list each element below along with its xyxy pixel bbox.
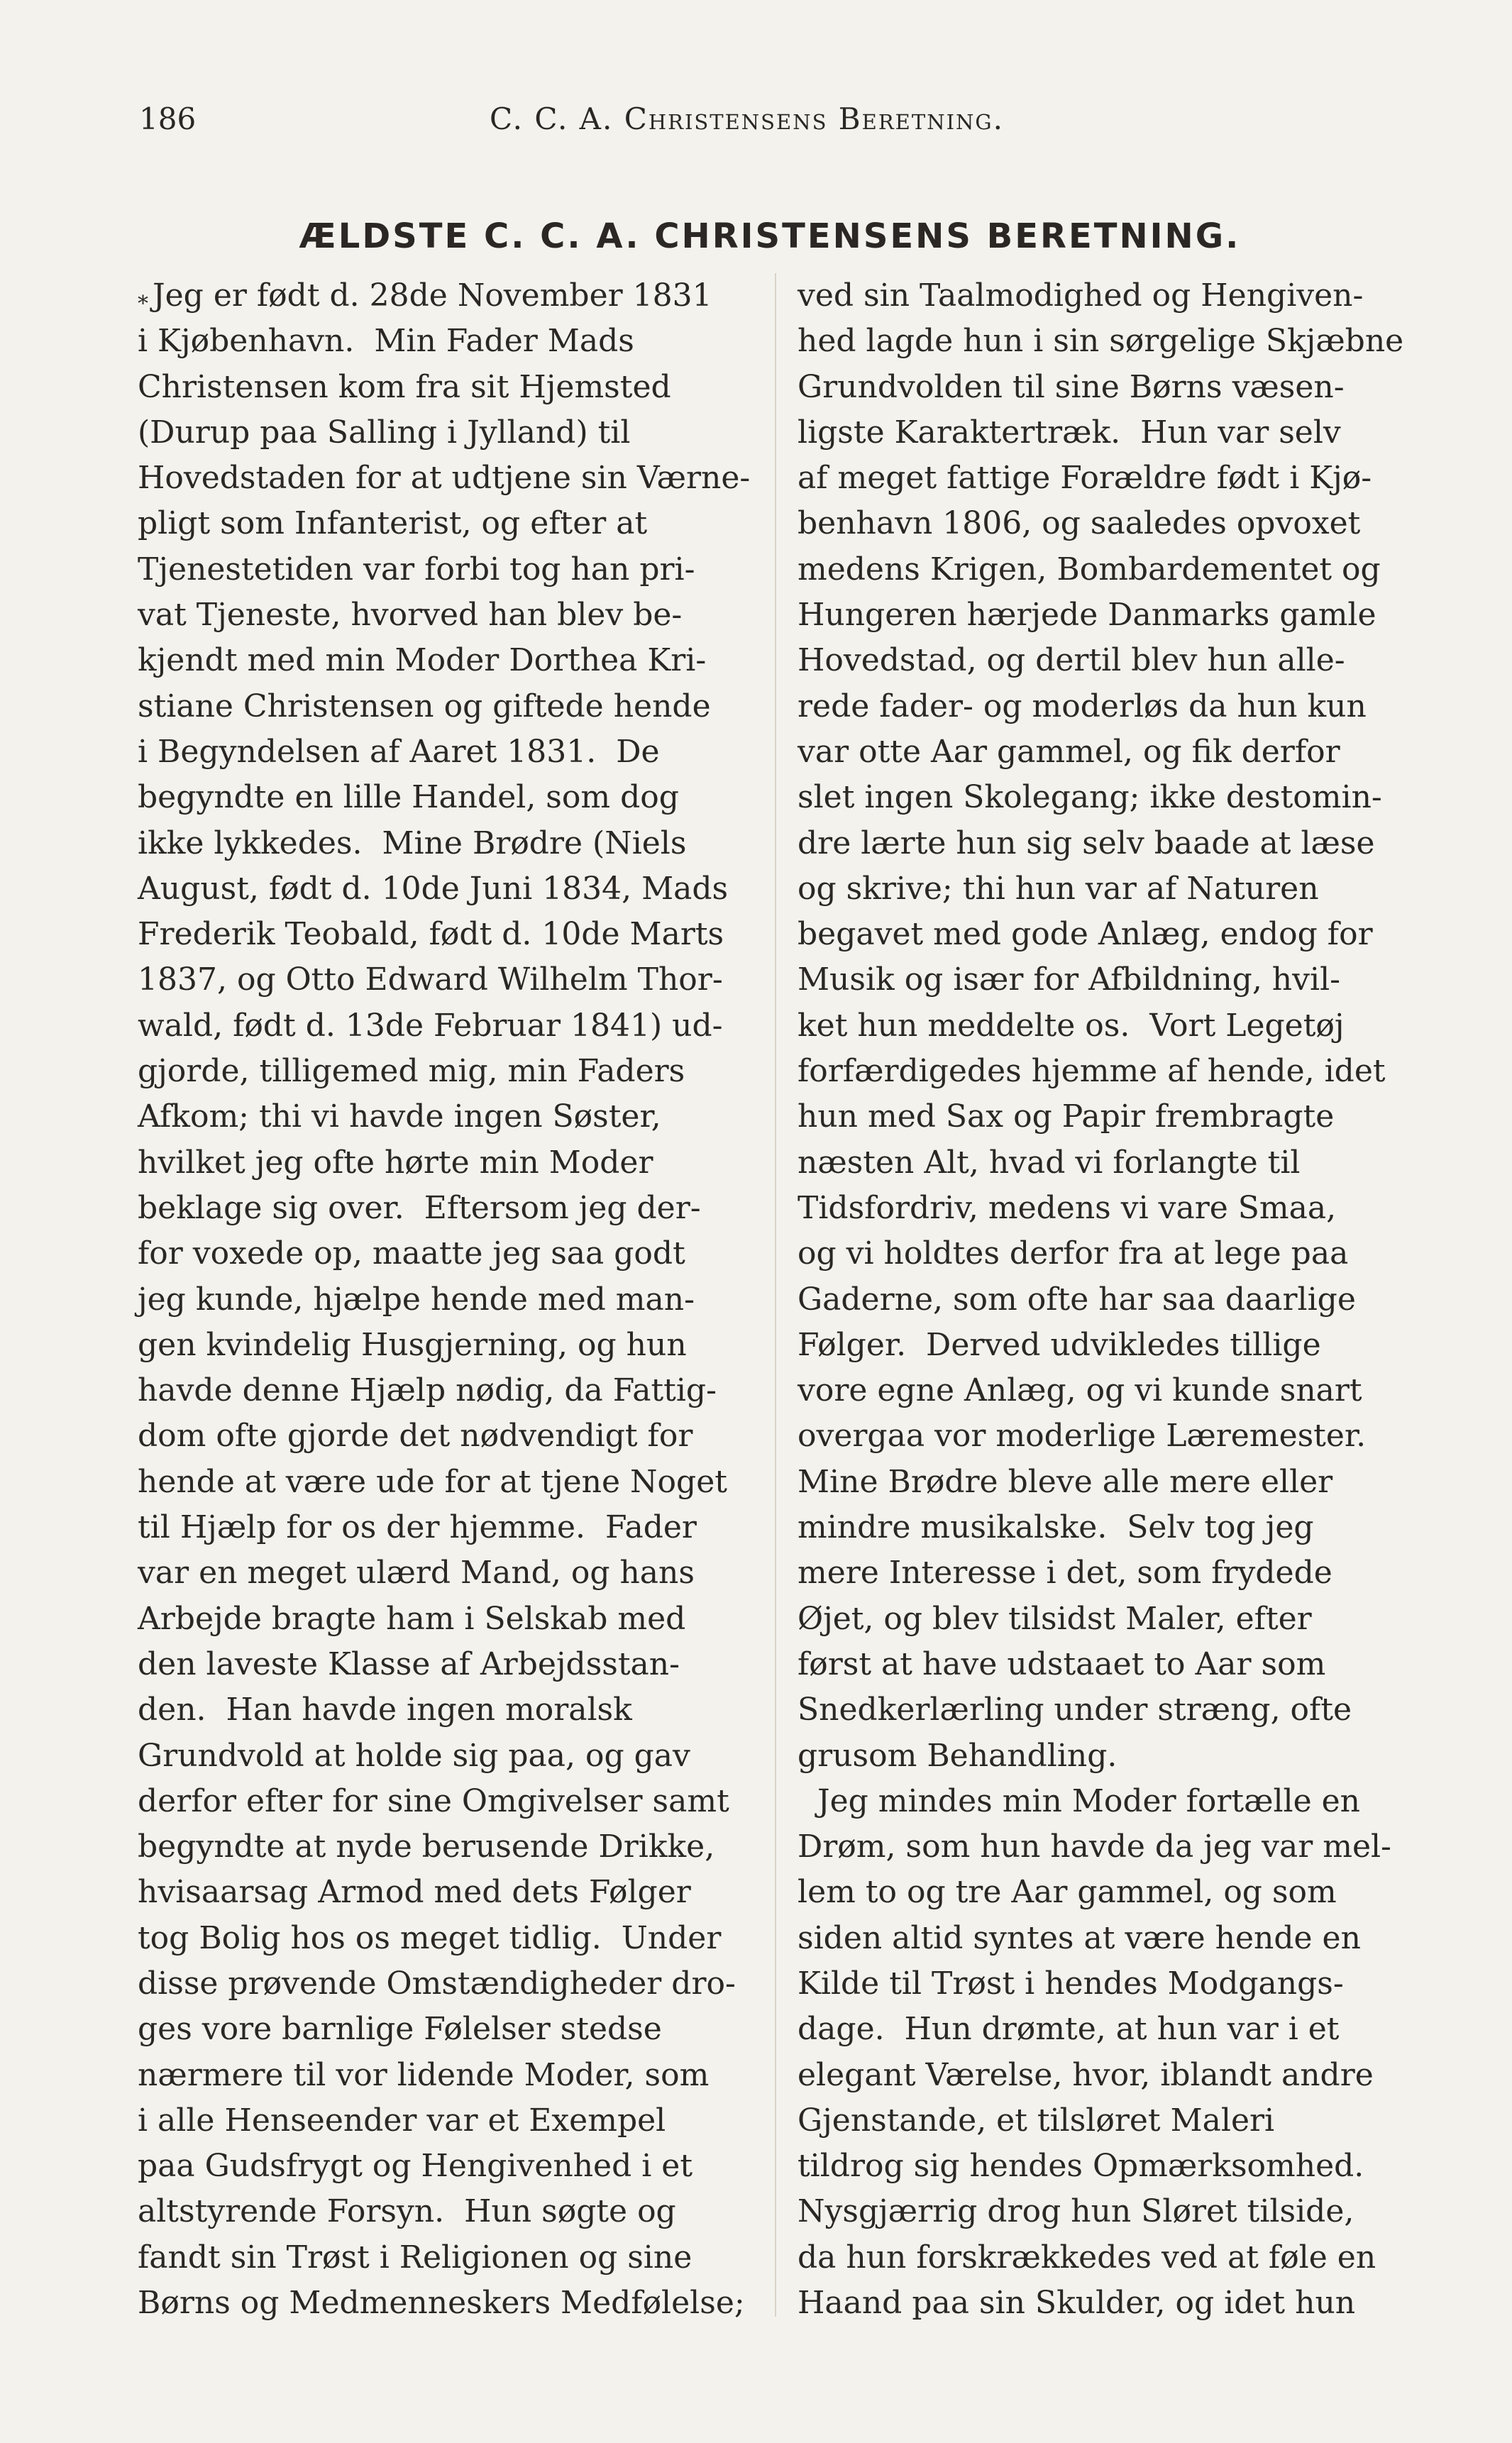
text-line [798,1140,1422,1186]
text-line [138,821,755,866]
text-line-content: jeg kunde, hjælpe hende med man- [138,1281,695,1318]
text-line-content: disse prøvende Omstændigheder dro- [138,1965,736,2002]
text-line [138,1094,755,1140]
text-line [798,1824,1422,1870]
text-line [138,547,755,592]
text-line-content: i alle Henseender var et Exempel [138,2102,666,2139]
text-line [138,1870,755,1915]
text-line [798,2281,1422,2326]
text-line-content: wald, født d. 13de Februar 1841) ud- [138,1007,723,1044]
text-line-content: Børns og Medmenneskers Medfølelse; [138,2285,745,2322]
text-line-content: vat Tjeneste, hvorved han blev be- [138,597,683,634]
text-line [798,2189,1422,2234]
text-line-content: mere Interesse i det, som frydede [798,1555,1332,1592]
text-line [798,1687,1422,1733]
text-line [798,2098,1422,2144]
text-line [138,365,755,410]
text-line [138,1687,755,1733]
text-line [138,1460,755,1505]
text-line-content: dre lærte hun sig selv baade at læse [798,825,1375,861]
text-line-content: begavet med gode Anlæg, endog for [798,916,1373,953]
text-line [138,2281,755,2326]
text-line [138,1140,755,1186]
text-line-content: overgaa vor moderlige Læremester. [798,1418,1367,1455]
text-line [798,1642,1422,1687]
text-line [798,1277,1422,1323]
text-line [138,1642,755,1687]
text-line-content: fandt sin Trøst i Religionen og sine [138,2239,692,2276]
text-line [798,775,1422,820]
text-line [138,1323,755,1368]
text-line-content: havde denne Hjælp nødig, da Fattig- [138,1372,717,1409]
text-line-content: hvilket jeg ofte hørte min Moder [138,1144,653,1181]
text-line-content: Nysgjærrig drog hun Sløret tilside, [798,2193,1354,2230]
text-line-content: medens Krigen, Bombardementet og [798,551,1381,588]
text-line-content: nærmere til vor lidende Moder, som [138,2056,710,2093]
text-line-content: vore egne Anlæg, og vi kunde snart [798,1372,1362,1409]
text-line [798,1049,1422,1094]
text-line-content: elegant Værelse, hvor, iblandt andre [798,2056,1374,2093]
text-line [798,1505,1422,1550]
text-line-content: ges vore barnlige Følelser stedse [138,2011,662,2048]
text-line-content: lem to og tre Aar gammel, og som [798,1874,1337,1911]
text-line-content: og vi holdtes derfor fra at lege paa [798,1235,1349,1272]
text-line-content: Gaderne, som ofte har saa daarlige [798,1281,1356,1318]
text-line [138,957,755,1003]
text-line [798,1460,1422,1505]
text-line-content: og skrive; thi hun var af Naturen [798,870,1319,907]
text-line [798,2053,1422,2098]
text-line-content: slet ingen Skolegang; ikke destomin- [798,779,1382,816]
text-line [138,1003,755,1049]
text-line [138,1550,755,1596]
text-line [138,410,755,456]
text-line-content: derfor efter for sine Omgivelser samt [138,1782,729,1819]
text-line-content: den laveste Klasse af Arbejdsstan- [138,1645,680,1682]
text-line [798,1413,1422,1459]
text-line [798,456,1422,501]
text-line-content: Hovedstaden for at udtjene sin Værne- [138,460,751,497]
text-line-content: ket hun meddelte os. Vort Legetøj [798,1007,1345,1044]
text-line-content: ved sin Taalmodighed og Hengiven- [798,277,1364,314]
text-line [798,1916,1422,1961]
text-line [138,2189,755,2234]
text-line-content: kjendt med min Moder Dorthea Kri- [138,642,707,679]
text-line-content: grusom Behandling. [798,1737,1118,1774]
text-line-content: (Durup paa Salling i Jylland) til [138,414,631,451]
text-line [138,592,755,638]
text-line [798,957,1422,1003]
text-line [138,1916,755,1961]
text-line [798,1597,1422,1642]
text-line [138,2235,755,2281]
right-text-column [798,273,1422,2326]
text-line [798,365,1422,410]
text-line-content: Grundvold at holde sig paa, og gav [138,1737,690,1774]
text-line [798,1961,1422,2007]
text-line [798,1779,1422,1824]
text-line [798,1231,1422,1276]
text-line-content: Gjenstande, et tilsløret Maleri [798,2102,1275,2139]
text-line-content: mindre musikalske. Selv tog jeg [798,1509,1314,1546]
text-line-content: i Kjøbenhavn. Min Fader Mads [138,323,634,360]
text-line [138,1961,755,2007]
text-line-content: Hungeren hærjede Danmarks gamle [798,597,1376,634]
text-line-content: Jeg er født d. 28de November 1831 [153,277,712,314]
text-line [138,1277,755,1323]
text-line-content: Mine Brødre bleve alle mere eller [798,1463,1333,1500]
text-line [138,1733,755,1779]
text-line-content: August, født d. 10de Juni 1834, Mads [138,870,729,907]
text-line-content: næsten Alt, hvad vi forlangte til [798,1144,1301,1181]
text-line [138,638,755,683]
text-line-content: pligt som Infanterist, og efter at [138,505,648,542]
text-line-content: Øjet, og blev tilsidst Maler, efter [798,1600,1312,1637]
text-line [138,1231,755,1276]
text-line-content: Afkom; thi vi havde ingen Søster, [138,1098,661,1135]
text-line-content: først at have udstaaet to Aar som [798,1645,1326,1682]
text-line-content: hende at være ude for at tjene Noget [138,1463,727,1500]
text-line [138,729,755,775]
text-line-content: var en meget ulærd Mand, og hans [138,1555,695,1592]
text-line-content: 1837, og Otto Edward Wilhelm Thor- [138,961,723,998]
text-line-content: dom ofte gjorde det nødvendigt for [138,1418,693,1455]
text-line [138,2098,755,2144]
text-line-content: Tjenestetiden var forbi tog han pri- [138,551,695,588]
text-line-content: til Hjælp for os der hjemme. Fader [138,1509,697,1546]
text-line-content: beklage sig over. Eftersom jeg der- [138,1189,701,1226]
text-line [798,1003,1422,1049]
text-line-content: dage. Hun drømte, at hun var i et [798,2011,1340,2048]
text-line [798,2144,1422,2189]
left-text-column [138,273,755,2326]
text-line [138,1597,755,1642]
text-line [798,821,1422,866]
text-line-content: siden altid syntes at være hende en [798,1919,1361,1956]
text-line [798,2007,1422,2052]
text-line-content: hun med Sax og Papir frembragte [798,1098,1335,1135]
text-line-content: Hovedstad, og dertil blev hun alle- [798,642,1345,679]
text-line [798,273,1422,319]
text-line [798,319,1422,364]
text-line [798,638,1422,683]
text-line [798,729,1422,775]
text-line [798,1870,1422,1915]
page-number: 186 [139,101,197,136]
text-line [798,1733,1422,1779]
text-line-content: Snedkerlærling under stræng, ofte [798,1692,1352,1728]
text-line-content: begyndte at nyde berusende Drikke, [138,1829,715,1865]
text-line-content: ligste Karaktertræk. Hun var selv [798,414,1341,451]
text-line [798,1186,1422,1231]
text-line-content: Tidsfordriv, medens vi vare Smaa, [798,1189,1337,1226]
column-divider [775,273,776,2317]
text-line-content: Drøm, som hun havde da jeg var mel- [798,1829,1391,1865]
text-line [798,1368,1422,1413]
text-line-content: ikke lykkedes. Mine Brødre (Niels [138,825,687,861]
text-line-content: begyndte en lille Handel, som dog [138,779,679,816]
text-line [138,273,755,319]
text-line-content: tildrog sig hendes Opmærksomhed. [798,2148,1364,2185]
text-line [138,501,755,546]
text-line-content: forfærdigedes hjemme af hende, idet [798,1053,1386,1090]
text-line [798,866,1422,912]
text-line [798,684,1422,729]
text-line [138,2144,755,2189]
text-line [138,1779,755,1824]
text-line [798,1094,1422,1140]
text-line-content: rede fader- og moderløs da hun kun [798,688,1367,724]
text-line-content: Frederik Teobald, født d. 10de Marts [138,916,724,953]
ornament-icon: ⁎ [138,285,148,310]
text-line [138,684,755,729]
text-line-content: hvisaarsag Armod med dets Følger [138,1874,691,1911]
text-line-content: af meget fattige Forældre født i Kjø- [798,460,1372,497]
text-line [798,501,1422,546]
text-line [138,912,755,957]
text-line [138,1824,755,1870]
text-line-content: Grundvolden til sine Børns væsen- [798,368,1345,405]
text-line [798,410,1422,456]
text-line-content: altstyrende Forsyn. Hun søgte og [138,2193,676,2230]
text-line [138,1049,755,1094]
text-line-content: gjorde, tilligemed mig, min Faders [138,1053,685,1090]
text-line-content: den. Han havde ingen moralsk [138,1692,632,1728]
text-line [798,912,1422,957]
text-line-content: da hun forskrækkedes ved at føle en [798,2239,1376,2276]
text-line [138,1413,755,1459]
text-line-content: paa Gudsfrygt og Hengivenhed i et [138,2148,693,2185]
text-line [138,1368,755,1413]
text-line-content: Haand paa sin Skulder, og idet hun [798,2285,1356,2322]
text-line [138,866,755,912]
text-line [798,592,1422,638]
text-line [138,2053,755,2098]
text-line [138,2007,755,2052]
text-line-content: i Begyndelsen af Aaret 1831. De [138,733,660,770]
text-line [138,319,755,364]
text-line [798,1550,1422,1596]
chapter-title: ÆLDSTE C. C. A. CHRISTENSENS BERETNING. [299,216,1241,256]
text-line-content: Jeg mindes min Moder fortælle en [798,1782,1360,1819]
text-line-content: Følger. Derved udvikledes tillige [798,1326,1321,1363]
text-line-content: hed lagde hun i sin sørgelige Skjæbne [798,323,1404,360]
text-line [798,2235,1422,2281]
text-line-content: for voxede op, maatte jeg saa godt [138,1235,685,1272]
text-line-content: Christensen kom fra sit Hjemsted [138,368,671,405]
text-line-content: Musik og især for Afbildning, hvil- [798,961,1341,998]
running-head-title: C. C. A. Christensens Beretning. [490,101,1004,136]
text-line-content: Arbejde bragte ham i Selskab med [138,1600,686,1637]
text-line [138,456,755,501]
text-line-content: benhavn 1806, og saaledes opvoxet [798,505,1361,542]
text-line [798,547,1422,592]
text-line [798,1323,1422,1368]
text-line-content: var otte Aar gammel, og fik derfor [798,733,1340,770]
text-line-content: gen kvindelig Husgjerning, og hun [138,1326,687,1363]
running-head [135,98,1412,140]
text-line-content: Kilde til Trøst i hendes Modgangs- [798,1965,1344,2002]
text-line-content: tog Bolig hos os meget tidlig. Under [138,1919,722,1956]
text-line-content: stiane Christensen og giftede hende [138,688,711,724]
text-line [138,1505,755,1550]
text-line [138,1186,755,1231]
text-line [138,775,755,820]
